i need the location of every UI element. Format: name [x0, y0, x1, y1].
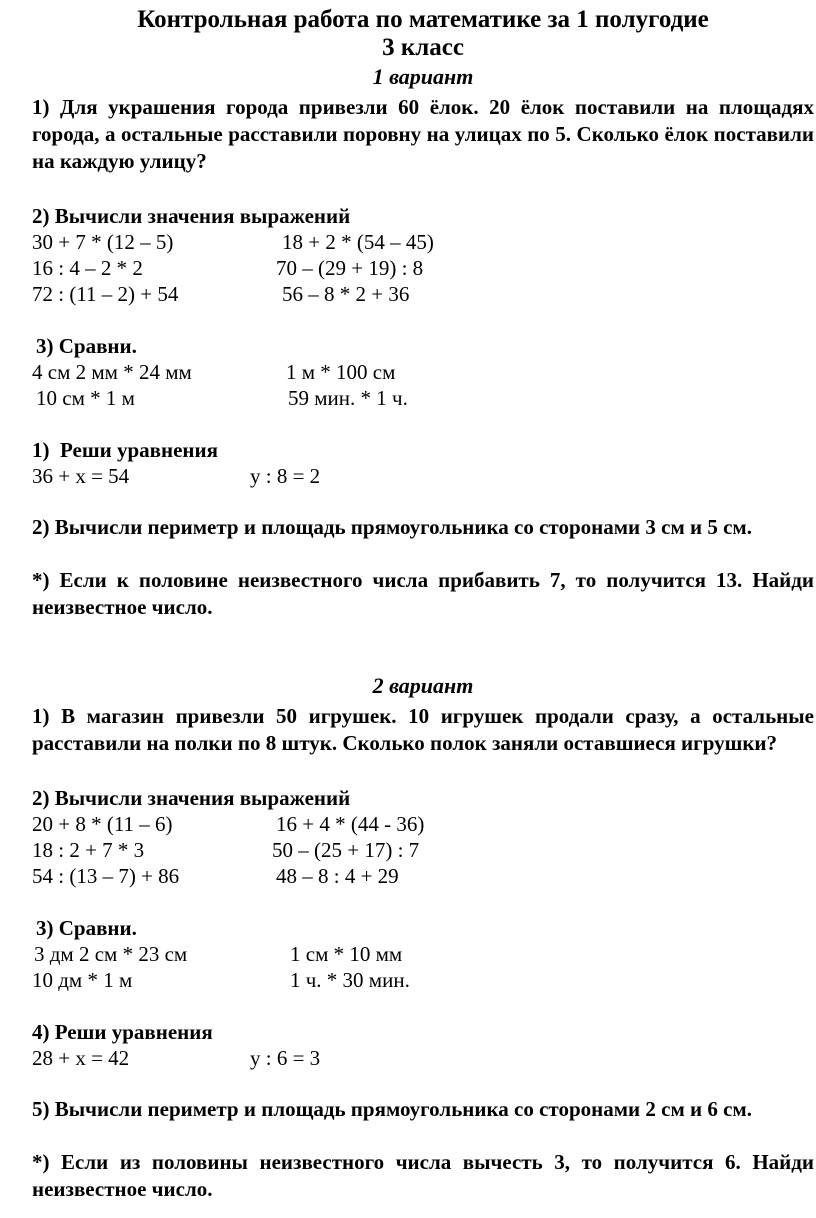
v1-expr: 56 – 8 * 2 + 36	[282, 282, 410, 306]
v2-expr: 48 – 8 : 4 + 29	[276, 864, 399, 888]
v1-task3-heading: 3) Сравни.	[36, 334, 137, 358]
v2-task4-heading: 4) Реши уравнения	[32, 1020, 213, 1044]
v1-compare: 1 м * 100 см	[286, 360, 396, 384]
v2-expr: 16 + 4 * (44 - 36)	[276, 812, 425, 836]
v2-task2-heading: 2) Вычисли значения выражений	[32, 786, 351, 810]
v1-expr: 16 : 4 – 2 * 2	[32, 256, 143, 280]
variant1-heading: 1 вариант	[372, 64, 474, 89]
worksheet	[32, 0, 814, 1203]
v1-equation: у : 8 = 2	[250, 464, 321, 488]
v1-task4-heading: 1) Реши уравнения	[32, 438, 218, 462]
v2-compare: 1 ч. * 30 мин.	[290, 968, 410, 992]
v1-expr: 72 : (11 – 2) + 54	[32, 282, 179, 306]
v2-task3-heading: 3) Сравни.	[36, 916, 137, 940]
v1-task-star: *) Если к половине неизвестного числа прибавить 7, то получится 13. Найди неизвестное число.	[32, 568, 814, 619]
v2-task1: 1) В магазин привезли 50 игрушек. 10 игрушек продали сразу, а остальные расставили на полки по 8 штук. Сколько полок заняли оставшиеся игрушки?	[32, 704, 814, 755]
v2-compare-row	[32, 941, 814, 967]
worksheet-title: Контрольная работа по математике за 1 полугодие	[137, 6, 709, 33]
v2-expr: 20 + 8 * (11 – 6)	[32, 812, 173, 836]
variant2-heading: 2 вариант	[372, 673, 474, 698]
v2-task5: 5) Вычисли периметр и площадь прямоугольника со сторонами 2 см и 6 см.	[32, 1097, 752, 1121]
v1-expr: 70 – (29 + 19) : 8	[276, 256, 424, 280]
v1-compare-row	[32, 385, 814, 411]
v1-compare: 4 см 2 мм * 24 мм	[32, 360, 192, 384]
v2-compare: 3 дм 2 см * 23 см	[34, 942, 188, 966]
v2-expr-row	[32, 863, 814, 889]
v2-expr-row	[32, 837, 814, 863]
v1-expr: 30 + 7 * (12 – 5)	[32, 230, 174, 254]
v1-task5: 2) Вычисли периметр и площадь прямоугольника со сторонами 3 см и 5 см.	[32, 515, 752, 539]
v2-compare-row	[32, 967, 814, 993]
v2-expr: 54 : (13 – 7) + 86	[32, 864, 180, 888]
v2-equation: 28 + х = 42	[32, 1046, 130, 1070]
v1-task1: 1) Для украшения города привезли 60 ёлок. 20 ёлок поставили на площадях города, а остальные расставили поровну на улицах по 5. Сколько ёлок поставили на каждую улицу?	[32, 95, 814, 173]
v2-task-star: *) Если из половины неизвестного числа вычесть 3, то получится 6. Найди неизвестное число.	[32, 1150, 814, 1201]
v2-equations-row	[32, 1045, 814, 1071]
v1-expr-row	[32, 281, 814, 307]
v1-equations-row	[32, 463, 814, 489]
v1-expr-row	[32, 229, 814, 255]
v2-compare: 10 дм * 1 м	[32, 968, 133, 992]
v2-equation: у : 6 = 3	[250, 1046, 321, 1070]
v1-equation: 36 + х = 54	[32, 464, 130, 488]
v1-expr: 18 + 2 * (54 – 45)	[282, 230, 434, 254]
v1-task2-heading: 2) Вычисли значения выражений	[32, 204, 351, 228]
v2-compare: 1 см * 10 мм	[290, 942, 403, 966]
v1-expr-row	[32, 255, 814, 281]
v2-expr: 50 – (25 + 17) : 7	[272, 838, 420, 862]
v1-compare-row	[32, 359, 814, 385]
v2-expr: 18 : 2 + 7 * 3	[32, 838, 145, 862]
v1-compare: 59 мин. * 1 ч.	[288, 386, 408, 410]
v2-expr-row	[32, 811, 814, 837]
grade-label: 3 класс	[382, 34, 464, 61]
v1-compare: 10 см * 1 м	[36, 386, 135, 410]
